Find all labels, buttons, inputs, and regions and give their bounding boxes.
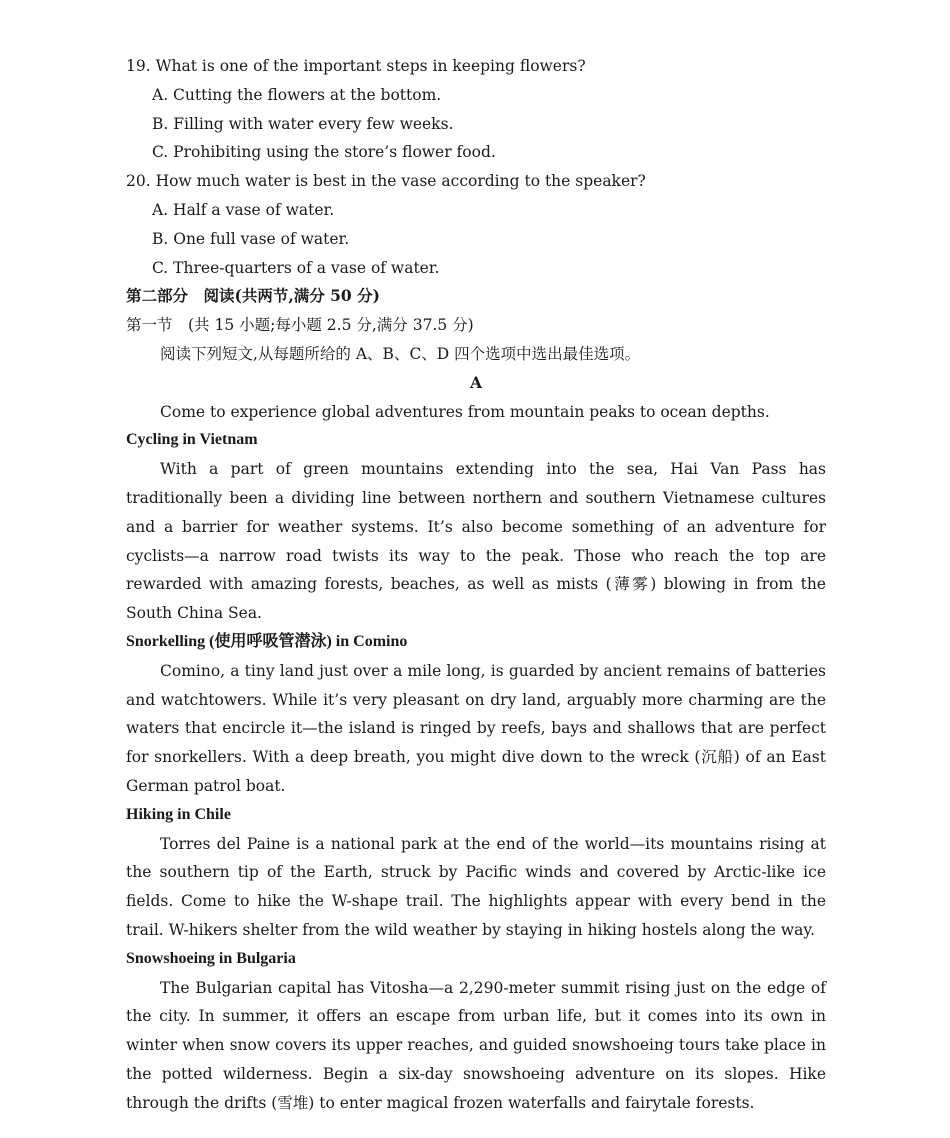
question-19: [126, 52, 826, 167]
section-paragraph: The Bulgarian capital has Vitosha—a 2,290-meter summit rising just on the edge of the city. In summer, it offers an escape from urban life, but it comes into its own in winter when snow covers its upper reaches, and guided snowshoeing tours take place in the potted wilderness. Begin a six-day snowshoeing adventure on its slopes. Hike through the drifts (雪堆) to enter magical frozen waterfalls and fairytale forests.: [126, 978, 826, 1112]
section-paragraph: With a part of green mountains extending into the sea, Hai Van Pass has traditionally been a dividing line between northern and southern Vietnamese cultures and a barrier for weather systems. It’s also become something of an adventure for cyclists—a narrow road twists its way to the peak. Those who reach the top are rewarded with amazing forests, beaches, as well as mists (薄雾) blowing in from the South China Sea.: [126, 460, 826, 623]
section-title: 第一节 (共 15 小题;每小题 2.5 分,满分 37.5 分): [126, 316, 474, 335]
instruction: 阅读下列短文,从每题所给的 A、B、C、D 四个选项中选出最佳选项。: [160, 344, 641, 363]
option-b: B. Filling with water every few weeks.: [152, 114, 454, 133]
section-heading: Snowshoeing in Bulgaria: [126, 949, 296, 967]
passage-intro: Come to experience global adventures from mountain peaks to ocean depths.: [160, 402, 770, 421]
option-c: C. Prohibiting using the store’s flower food.: [152, 143, 496, 162]
exam-page: [126, 52, 826, 1117]
option-c: C. Three-quarters of a vase of water.: [152, 258, 440, 277]
option-a: A. Half a vase of water.: [152, 200, 335, 219]
section-heading: Cycling in Vietnam: [126, 431, 258, 449]
question-20: [126, 167, 826, 282]
question-stem: 19. What is one of the important steps in keeping flowers?: [126, 57, 586, 75]
section-paragraph: Torres del Paine is a national park at the end of the world—its mountains rising at the southern tip of the Earth, struck by Pacific winds and covered by Arctic-like ice fields. Come to hike the W-shape trail. The highlights appear with every bend in the trail. W-hikers shelter from the wild weather by staying in hiking hostels along the way.: [126, 834, 826, 939]
option-b: B. One full vase of water.: [152, 229, 350, 248]
passage-label: A: [469, 372, 483, 392]
question-stem: 20. How much water is best in the vase according to the speaker?: [126, 172, 646, 191]
option-a: A. Cutting the flowers at the bottom.: [152, 85, 442, 104]
section-heading: Hiking in Chile: [126, 805, 231, 823]
section-heading: Snorkelling (使用呼吸管潜泳) in Comino: [126, 632, 408, 650]
section-paragraph: Comino, a tiny land just over a mile long, is guarded by ancient remains of batteries and watchtowers. While it’s very pleasant on dry land, arguably more charming are the waters that encircle it—the island is ringed by reefs, bays and shallows that are perfect for snorkellers. With a deep breath, you might dive down to the wreck (沉船) of an East German patrol boat.: [126, 661, 826, 795]
part-title: 第二部分 阅读(共两节,满分 50 分): [126, 286, 380, 306]
